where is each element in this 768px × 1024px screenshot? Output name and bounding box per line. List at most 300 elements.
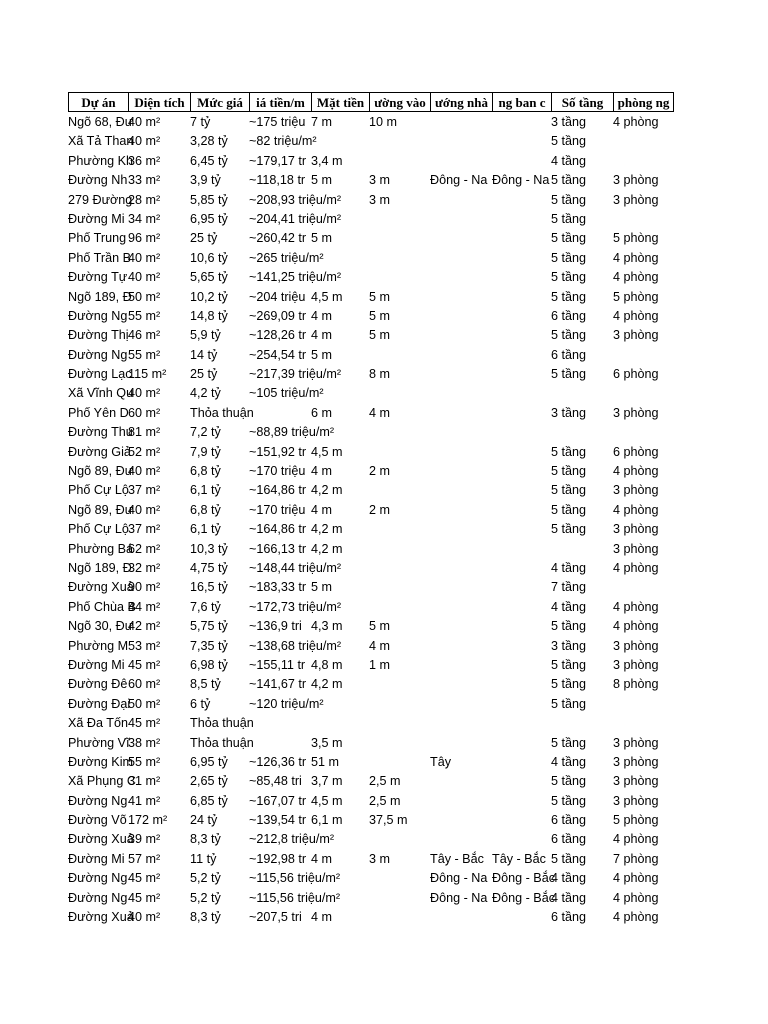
project-cell: Đường Tự [68, 270, 128, 285]
price-per-m2-cell: ~126,36 tr [249, 754, 307, 769]
floors-cell: 3 tầng [551, 115, 587, 129]
area-cell: 45 m² [128, 657, 161, 672]
price-per-m2-cell: ~208,93 triệu/m² [249, 192, 342, 207]
price-cell: 7 tỷ [190, 115, 211, 129]
price-cell: 25 tỷ [190, 367, 218, 382]
price-cell: 4,2 tỷ [190, 386, 221, 401]
area-cell: 55 m² [128, 308, 161, 323]
area-cell: 36 m² [128, 153, 161, 168]
price-per-m2-cell: ~82 triệu/m² [249, 134, 317, 149]
floors-cell [551, 540, 613, 559]
project-cell: Ngõ 30, Đư [68, 619, 134, 634]
price-per-m2-cell: ~204 triệu [249, 289, 306, 304]
price-per-m2-cell: ~212,8 triệu/m² [249, 832, 335, 847]
road-width-cell: 2,5 m [369, 774, 401, 789]
col-header-so-phong-ngu: phòng ng [613, 92, 674, 112]
house-direction-cell: Đông - Na [430, 890, 488, 905]
bedrooms-cell: 4 phòng [613, 250, 659, 265]
price-cell: 5,2 tỷ [190, 871, 221, 886]
bedrooms-cell: 3 phòng [613, 541, 659, 556]
balcony-direction-cell [492, 598, 551, 617]
area-cell: 45 m² [128, 890, 161, 905]
table-row [68, 792, 673, 811]
price-per-m2-cell: ~172,73 triệu/m² [249, 599, 342, 614]
balcony-direction-cell [492, 501, 551, 520]
frontage-cell: 4,5 m [311, 793, 343, 808]
price-cell: 11 tỷ [190, 851, 217, 866]
price-per-m2-cell: ~138,68 triệu/m² [249, 638, 342, 653]
price-per-m2-cell: ~141,25 triệu/m² [249, 270, 342, 285]
frontage-cell: 4,2 m [311, 522, 343, 537]
bedrooms-cell: 4 phòng [613, 308, 659, 323]
balcony-direction-cell [492, 811, 551, 830]
table-row [68, 423, 673, 442]
floors-cell: 5 tầng [551, 774, 587, 789]
floors-cell: 5 tầng [551, 619, 587, 634]
area-cell: 40 m² [128, 250, 161, 265]
balcony-direction-cell [492, 288, 551, 307]
price-per-m2-cell [249, 404, 311, 423]
frontage-cell: 4 m [311, 851, 332, 866]
price-cell: 14 tỷ [190, 347, 218, 362]
project-cell: Đường Đại [68, 696, 131, 711]
balcony-direction-cell [492, 326, 551, 345]
price-per-m2-cell: ~260,42 tr [249, 231, 307, 246]
area-cell: 46 m² [128, 328, 161, 343]
data-rows [68, 113, 673, 927]
table-row [68, 249, 673, 268]
table-row [68, 734, 673, 753]
floors-cell: 7 tầng [551, 580, 587, 595]
bedrooms-cell [613, 132, 673, 151]
floors-cell: 5 tầng [551, 677, 587, 692]
area-cell: 44 m² [128, 599, 161, 614]
floors-cell: 4 tầng [551, 560, 587, 575]
project-cell: Đường Ng [68, 793, 128, 808]
area-cell: 62 m² [128, 541, 161, 556]
area-cell: 55 m² [128, 754, 161, 769]
road-width-cell: 37,5 m [369, 813, 408, 828]
price-per-m2-cell: ~148,44 triệu/m² [249, 560, 342, 575]
area-cell: 31 m² [128, 774, 161, 789]
bedrooms-cell: 5 phòng [613, 231, 659, 246]
bedrooms-cell: 3 phòng [613, 328, 659, 343]
bedrooms-cell: 4 phòng [613, 464, 659, 479]
project-cell: Phố Trần B [68, 250, 132, 265]
table-row [68, 462, 673, 481]
floors-cell: 5 tầng [551, 464, 587, 479]
balcony-direction-cell [492, 346, 551, 365]
road-width-cell: 3 m [369, 192, 390, 207]
balcony-direction-cell [492, 559, 551, 578]
frontage-cell: 6 m [311, 405, 332, 420]
col-header-mat-tien: Mặt tiền [311, 92, 370, 112]
bedrooms-cell: 4 phòng [613, 115, 659, 129]
area-cell: 55 m² [128, 347, 161, 362]
project-cell: Đường Kim [68, 754, 133, 769]
area-cell: 53 m² [128, 638, 161, 653]
price-per-m2-cell: ~139,54 tr [249, 813, 307, 828]
road-width-cell: 3 m [369, 851, 390, 866]
floors-cell: 6 tầng [551, 813, 587, 828]
price-per-m2-cell: ~141,67 tr [249, 677, 307, 692]
bedrooms-cell: 4 phòng [613, 560, 659, 575]
bedrooms-cell [613, 384, 673, 403]
price-cell: Thỏa thuận [190, 735, 254, 750]
area-cell: 40 m² [128, 502, 161, 517]
road-width-cell: 2,5 m [369, 793, 401, 808]
balcony-direction-cell [492, 152, 551, 171]
road-width-cell: 3 m [369, 173, 390, 188]
table-row [68, 850, 673, 869]
road-width-cell: 10 m [369, 115, 397, 129]
balcony-direction-cell: Đông - Bắc [492, 871, 555, 886]
table-row [68, 559, 673, 578]
floors-cell: 4 tầng [551, 890, 587, 905]
bedrooms-cell: 4 phòng [613, 619, 659, 634]
table-row [68, 210, 673, 229]
price-per-m2-cell: ~151,92 tr [249, 444, 307, 459]
price-per-m2-cell: ~192,98 tr [249, 851, 307, 866]
table-row [68, 365, 673, 384]
frontage-cell: 4 m [311, 464, 332, 479]
balcony-direction-cell: Đông - Na [492, 173, 550, 188]
price-per-m2-cell: ~183,33 tr [249, 580, 307, 595]
area-cell: 50 m² [128, 289, 161, 304]
table-row [68, 637, 673, 656]
balcony-direction-cell [492, 191, 551, 210]
table-row [68, 675, 673, 694]
table-row [68, 404, 673, 423]
balcony-direction-cell [492, 462, 551, 481]
bedrooms-cell: 3 phòng [613, 774, 659, 789]
area-cell: 33 m² [128, 173, 161, 188]
area-cell: 45 m² [128, 716, 161, 731]
price-cell: 7,6 tỷ [190, 599, 221, 614]
frontage-cell: 4,2 m [311, 483, 343, 498]
price-per-m2-cell: ~85,48 tri [249, 774, 302, 789]
table-row [68, 869, 673, 888]
price-cell: 3,28 tỷ [190, 134, 228, 149]
table-row [68, 132, 673, 151]
price-cell: 5,9 tỷ [190, 328, 221, 343]
price-cell: 6,8 tỷ [190, 464, 221, 479]
area-cell: 40 m² [128, 115, 161, 129]
area-cell: 40 m² [128, 464, 161, 479]
balcony-direction-cell [492, 481, 551, 500]
bedrooms-cell: 3 phòng [613, 638, 659, 653]
house-direction-cell: Đông - Na [430, 871, 488, 886]
bedrooms-cell [613, 152, 673, 171]
bedrooms-cell: 5 phòng [613, 289, 659, 304]
area-cell: 37 m² [128, 483, 161, 498]
balcony-direction-cell [492, 656, 551, 675]
price-cell: 8,3 tỷ [190, 910, 221, 925]
project-cell: Phố Cự Lộ [68, 522, 129, 537]
table-row [68, 830, 673, 849]
bedrooms-cell: 6 phòng [613, 444, 659, 459]
floors-cell: 6 tầng [551, 308, 587, 323]
price-cell: 6,1 tỷ [190, 522, 221, 537]
price-cell: Thỏa thuận [190, 716, 254, 731]
frontage-cell: 5 m [311, 173, 332, 188]
balcony-direction-cell [492, 113, 551, 132]
frontage-cell: 6,1 m [311, 813, 343, 828]
bedrooms-cell: 4 phòng [613, 502, 659, 517]
project-cell: Xã Tả Than [68, 134, 134, 149]
frontage-cell: 3,5 m [311, 735, 343, 750]
table-row [68, 113, 673, 132]
price-per-m2-cell: ~170 triệu [249, 502, 306, 517]
bedrooms-cell: 3 phòng [613, 522, 659, 537]
floors-cell: 5 tầng [551, 793, 587, 808]
floors-cell: 6 tầng [551, 347, 587, 362]
project-cell: Phố Cự Lộ [68, 483, 129, 498]
table-row [68, 753, 673, 772]
price-cell: 10,3 tỷ [190, 541, 228, 556]
floors-cell: 5 tầng [551, 502, 587, 517]
bedrooms-cell [613, 578, 673, 597]
bedrooms-cell: 4 phòng [613, 890, 659, 905]
frontage-cell: 4 m [311, 328, 332, 343]
project-cell: Xã Đa Tốn [68, 716, 128, 731]
price-cell: 16,5 tỷ [190, 580, 228, 595]
project-cell: Đường Mi [68, 851, 125, 866]
price-cell: 6,85 tỷ [190, 793, 228, 808]
bedrooms-cell: 3 phòng [613, 735, 659, 750]
frontage-cell: 3,4 m [311, 153, 343, 168]
bedrooms-cell: 3 phòng [613, 754, 659, 769]
floors-cell: 3 tầng [551, 405, 587, 420]
project-cell: Đường Ng [68, 308, 128, 323]
area-cell: 39 m² [128, 832, 161, 847]
table-row [68, 501, 673, 520]
project-cell: Đường Đê [68, 677, 128, 692]
price-cell: 3,9 tỷ [190, 173, 221, 188]
floors-cell: 6 tầng [551, 910, 587, 925]
project-cell: Đường Ng [68, 871, 128, 886]
area-cell: 57 m² [128, 851, 161, 866]
price-cell: 5,75 tỷ [190, 619, 228, 634]
floors-cell: 4 tầng [551, 754, 587, 769]
col-header-duong-vao: ường vào [369, 92, 431, 112]
balcony-direction-cell [492, 365, 551, 384]
price-cell: 8,3 tỷ [190, 832, 221, 847]
frontage-cell: 4,8 m [311, 657, 343, 672]
road-width-cell: 4 m [369, 405, 390, 420]
price-cell: 6,45 tỷ [190, 153, 228, 168]
price-cell: 6,8 tỷ [190, 502, 221, 517]
table-row [68, 695, 673, 714]
table-row [68, 656, 673, 675]
col-header-so-tang: Số tầng [551, 92, 614, 112]
frontage-cell: 5 m [311, 580, 332, 595]
price-cell: 10,2 tỷ [190, 289, 228, 304]
floors-cell: 4 tầng [551, 153, 587, 168]
balcony-direction-cell [492, 908, 551, 927]
balcony-direction-cell [492, 268, 551, 287]
price-per-m2-cell: ~254,54 tr [249, 347, 307, 362]
price-cell: 14,8 tỷ [190, 308, 228, 323]
table-row [68, 191, 673, 210]
floors-cell: 5 tầng [551, 851, 587, 866]
price-cell: 2,65 tỷ [190, 774, 228, 789]
floors-cell: 5 tầng [551, 231, 587, 246]
project-cell: Đường Mi [68, 657, 125, 672]
table-row [68, 772, 673, 791]
price-per-m2-cell: ~217,39 triệu/m² [249, 367, 342, 382]
price-cell: 8,5 tỷ [190, 677, 221, 692]
floors-cell: 5 tầng [551, 657, 587, 672]
area-cell: 32 m² [128, 560, 161, 575]
price-per-m2-cell: ~155,11 tr [249, 657, 306, 672]
area-cell: 40 m² [128, 386, 161, 401]
road-width-cell: 5 m [369, 619, 390, 634]
price-per-m2-cell: ~167,07 tr [249, 793, 307, 808]
road-width-cell: 1 m [369, 657, 390, 672]
floors-cell: 5 tầng [551, 211, 587, 226]
frontage-cell: 5 m [311, 231, 332, 246]
col-header-muc-gia: Mức giá [190, 92, 250, 112]
price-per-m2-cell: ~207,5 tri [249, 910, 302, 925]
balcony-direction-cell [492, 307, 551, 326]
price-per-m2-cell: ~179,17 tr [249, 153, 307, 168]
area-cell: 40 m² [128, 134, 161, 149]
price-per-m2-cell: ~115,56 triệu/m² [249, 871, 341, 886]
frontage-cell: 4 m [311, 308, 332, 323]
price-per-m2-cell: ~115,56 triệu/m² [249, 890, 341, 905]
area-cell: 37 m² [128, 522, 161, 537]
table-row [68, 307, 673, 326]
table-row [68, 229, 673, 248]
balcony-direction-cell [492, 753, 551, 772]
project-cell: Đường Xuả [68, 910, 134, 925]
frontage-cell: 5 m [311, 347, 332, 362]
project-cell: Đường Lạc [68, 367, 132, 382]
balcony-direction-cell [492, 772, 551, 791]
balcony-direction-cell [492, 229, 551, 248]
header-row [68, 92, 673, 113]
bedrooms-cell: 4 phòng [613, 832, 659, 847]
price-per-m2-cell: ~269,09 tr [249, 308, 307, 323]
area-cell: 60 m² [128, 677, 161, 692]
project-cell: Đường Xuả [68, 832, 134, 847]
price-cell: 25 tỷ [190, 231, 218, 246]
frontage-cell: 4,5 m [311, 289, 343, 304]
project-cell: Đường Ng [68, 347, 128, 362]
frontage-cell: 4 m [311, 502, 332, 517]
road-width-cell: 2 m [369, 464, 390, 479]
road-width-cell: 2 m [369, 502, 390, 517]
bedrooms-cell [613, 714, 673, 733]
price-per-m2-cell: ~136,9 tri [249, 619, 302, 634]
area-cell: 172 m² [128, 813, 168, 828]
price-cell: 24 tỷ [190, 813, 218, 828]
project-cell: Phường Vĩ [68, 735, 130, 750]
floors-cell: 5 tầng [551, 192, 587, 207]
table-row [68, 288, 673, 307]
area-cell: 45 m² [128, 871, 161, 886]
balcony-direction-cell [492, 578, 551, 597]
price-cell: 5,2 tỷ [190, 890, 221, 905]
bedrooms-cell: 8 phòng [613, 677, 659, 692]
road-width-cell: 5 m [369, 308, 390, 323]
price-per-m2-cell: ~170 triệu [249, 464, 306, 479]
project-cell: Phường Kh [68, 153, 134, 168]
project-cell: 279 Đường [68, 192, 133, 207]
price-per-m2-cell: ~175 triệu [249, 115, 306, 129]
table-row [68, 443, 673, 462]
bedrooms-cell: 3 phòng [613, 657, 659, 672]
bedrooms-cell [613, 695, 673, 714]
price-cell: 6,1 tỷ [190, 483, 221, 498]
price-per-m2-cell: ~105 triệu/m² [249, 386, 324, 401]
floors-cell: 5 tầng [551, 735, 587, 750]
floors-cell: 5 tầng [551, 173, 587, 188]
price-cell: 6,98 tỷ [190, 657, 228, 672]
table-row [68, 617, 673, 636]
road-width-cell: 5 m [369, 289, 390, 304]
frontage-cell: 4 m [311, 910, 332, 925]
project-cell: Ngõ 89, Đư [68, 464, 134, 479]
frontage-cell: 3,7 m [311, 774, 343, 789]
project-cell: Đường Xuả [68, 580, 134, 595]
road-width-cell: 8 m [369, 367, 390, 382]
area-cell: 81 m² [128, 425, 161, 440]
floors-cell: 6 tầng [551, 832, 587, 847]
area-cell: 42 m² [128, 619, 161, 634]
bedrooms-cell: 3 phòng [613, 483, 659, 498]
frontage-cell: 4,5 m [311, 444, 343, 459]
road-width-cell: 4 m [369, 638, 390, 653]
table-row [68, 540, 673, 559]
bedrooms-cell: 3 phòng [613, 405, 659, 420]
area-cell: 60 m² [128, 405, 161, 420]
floors-cell: 5 tầng [551, 270, 587, 285]
price-cell: 5,85 tỷ [190, 192, 228, 207]
project-cell: Xã Vĩnh Qu [68, 386, 134, 401]
floors-cell: 5 tầng [551, 522, 587, 537]
price-cell: 10,6 tỷ [190, 250, 228, 265]
bedrooms-cell: 7 phòng [613, 851, 659, 866]
price-cell: 6,95 tỷ [190, 754, 228, 769]
floors-cell: 4 tầng [551, 871, 587, 886]
project-cell: Đường Mi [68, 211, 125, 226]
balcony-direction-cell [492, 675, 551, 694]
project-cell: Phố Yên D [68, 405, 129, 420]
project-cell: Phường M [68, 638, 129, 653]
table-row [68, 811, 673, 830]
floors-cell: 5 tầng [551, 483, 587, 498]
balcony-direction-cell [492, 520, 551, 539]
floors-cell: 5 tầng [551, 444, 587, 459]
price-per-m2-cell: ~128,26 tr [249, 328, 307, 343]
price-per-m2-cell: ~166,13 tr [249, 541, 307, 556]
area-cell: 34 m² [128, 211, 161, 226]
table-row [68, 598, 673, 617]
project-cell: Đường Thu [68, 425, 133, 440]
area-cell: 52 m² [128, 444, 161, 459]
col-header-dien-tich: Diện tích [128, 92, 191, 112]
floors-cell: 5 tầng [551, 250, 587, 265]
price-cell: 5,65 tỷ [190, 270, 228, 285]
floors-cell: 5 tầng [551, 328, 587, 343]
price-per-m2-cell: ~164,86 tr [249, 522, 307, 537]
bedrooms-cell: 6 phòng [613, 367, 659, 382]
table-row [68, 171, 673, 190]
floors-cell: 5 tầng [551, 134, 587, 149]
price-per-m2-cell: ~164,86 tr [249, 483, 307, 498]
